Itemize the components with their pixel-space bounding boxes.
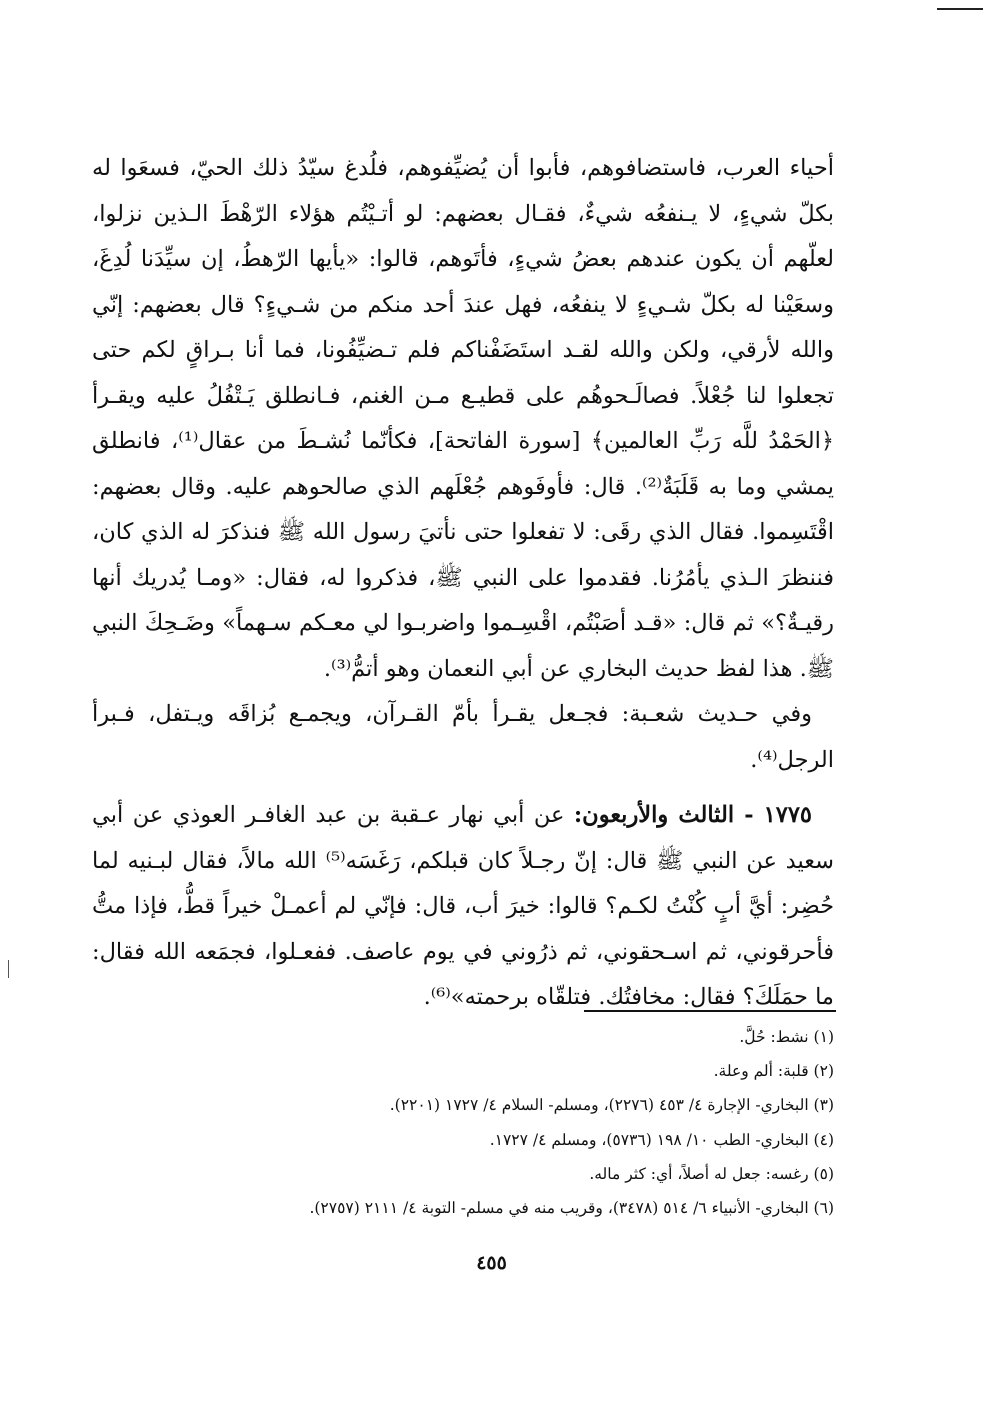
footnotes bbox=[92, 1020, 834, 1225]
footnote-5: (٥) رغسه: جعل له أصلاً، أي: كثر ماله. bbox=[589, 1164, 834, 1183]
paragraph-gap bbox=[92, 783, 834, 793]
footnote-4: (٤) البخاري- الطب ١٠/ ١٩٨ (٥٧٣٦)، ومسلم ٤/ ١٧٢٧. bbox=[489, 1130, 834, 1149]
hadith-1775 bbox=[92, 793, 834, 1021]
paragraph-2: وفي حـديث شعـبة: فجـعل يقـرأ بأمّ القـرآن، ويجمـع بُزاقَه ويـتفل، فـبرأ الرجل⁽⁴⁾. bbox=[92, 701, 834, 773]
corner-rule bbox=[937, 8, 983, 10]
paragraph-1: أحياء العرب، فاستضافوهم، فأبوا أن يُضيِّفوهم، فلُدغ سيّدُ ذلك الحيّ، فسعَوا له بكلّ شيءٍ، لا يـنفعُه شيءٌ، فقـال بعضهم: لو أتـيْتُم هؤلاء الرّهْطَ الـذين نزلوا، لعلّهم أن يكون عندهم بعضُ شيءٍ، فأتَوهم، قالوا: «يأيها الرّهطُ، إن سيِّدَنا لُدِغَ، وسعَيْنا له بكلّ شـيءٍ لا ينفعُه، فهل عندَ أحد منكم من شـيءٍ؟ قال بعضهم: إنّي والله لأرقي، ولكن والله لقـد استَضَفْناكم فلم تـضيِّفُونا، فما أنا بـراقٍ لكم حتى تجعلوا لنا جُعْلاً. فصالَـحوهُم على قطيـع مـن الغنم، فـانطلق يَـتْفُلُ عليه ويقـرأ ﴿الحَمْدُ للَّه رَبِّ العالمين﴾ [سورة الفاتحة]، فكأنّما نُشـطَ من عقال⁽¹⁾، فانطلق يمشي وما به قَلَبَةٌ⁽²⁾. قال: فأوفَوهم جُعْلَهم الذي صالحوهم عليه. وقال بعضهم: اقْتَسِموا. فقال الذي رقَى: لا تفعلوا حتى نأتيَ رسول الله ﷺ فنذكرَ له الذي كان، فننظرَ الـذي يأمُرُنا. فقدموا على النبي ﷺ، فذكروا له، فقال: «ومـا يُدريك أنها رقيـةٌ؟» ثم قال: «قـد أصَبْتُم، اقْسِـموا واضربـوا لي معـكم سـهماً» وضَـحِكَ النبي ﷺ. هذا لفظ حديث البخاري عن أبي النعمان وهو أتمُّ⁽³⁾. bbox=[92, 155, 835, 682]
page-number: ٤٥٥ bbox=[476, 1252, 507, 1274]
footnote-6: (٦) البخاري- الأنبياء ٦/ ٥١٤ (٣٤٧٨)، وقريب منه في مسلم- التوبة ٤/ ٢١١١ (٢٧٥٧). bbox=[309, 1199, 834, 1218]
hadith-text: عن أبي نهار عـقبة بن عبد الغافـر العوذي عن أبي سعيد عن النبي ﷺ قال: إنّ رجـلاً كان قبلكم، رَغَسَه⁽⁵⁾ الله مالاً، فقال لبـنيه لما حُضِر: أيَّ أبٍ كُنْتُ لكـم؟ قالوا: خيرَ أب، قال: فإنّي لم أعمـلْ خيراً قطُّ، فإذا متُّ فأحرقوني، ثم اسـحقوني، ثم ذرُوني في يوم عاصف. ففعـلوا، فجمَعه الله فقال: ما حمَلَكَ؟ فقال: مخافتُك. فتلقّاه برحمته»⁽⁶⁾. bbox=[92, 802, 834, 1010]
hadith-heading: ١٧٧٥ - الثالث والأربعون: bbox=[573, 802, 813, 828]
main-text bbox=[92, 146, 834, 1021]
footnote-divider bbox=[584, 1010, 836, 1012]
footnote-3: (٣) البخاري- الإجارة ٤/ ٤٥٣ (٢٢٧٦)، ومسلم- السلام ٤/ ١٧٢٧ (٢٢٠١). bbox=[389, 1096, 834, 1115]
footnote-2: (٢) قلبة: ألم وعلة. bbox=[713, 1062, 834, 1081]
footnote-1: (١) نشط: حُلَّ. bbox=[739, 1028, 834, 1046]
margin-mark bbox=[8, 960, 9, 978]
